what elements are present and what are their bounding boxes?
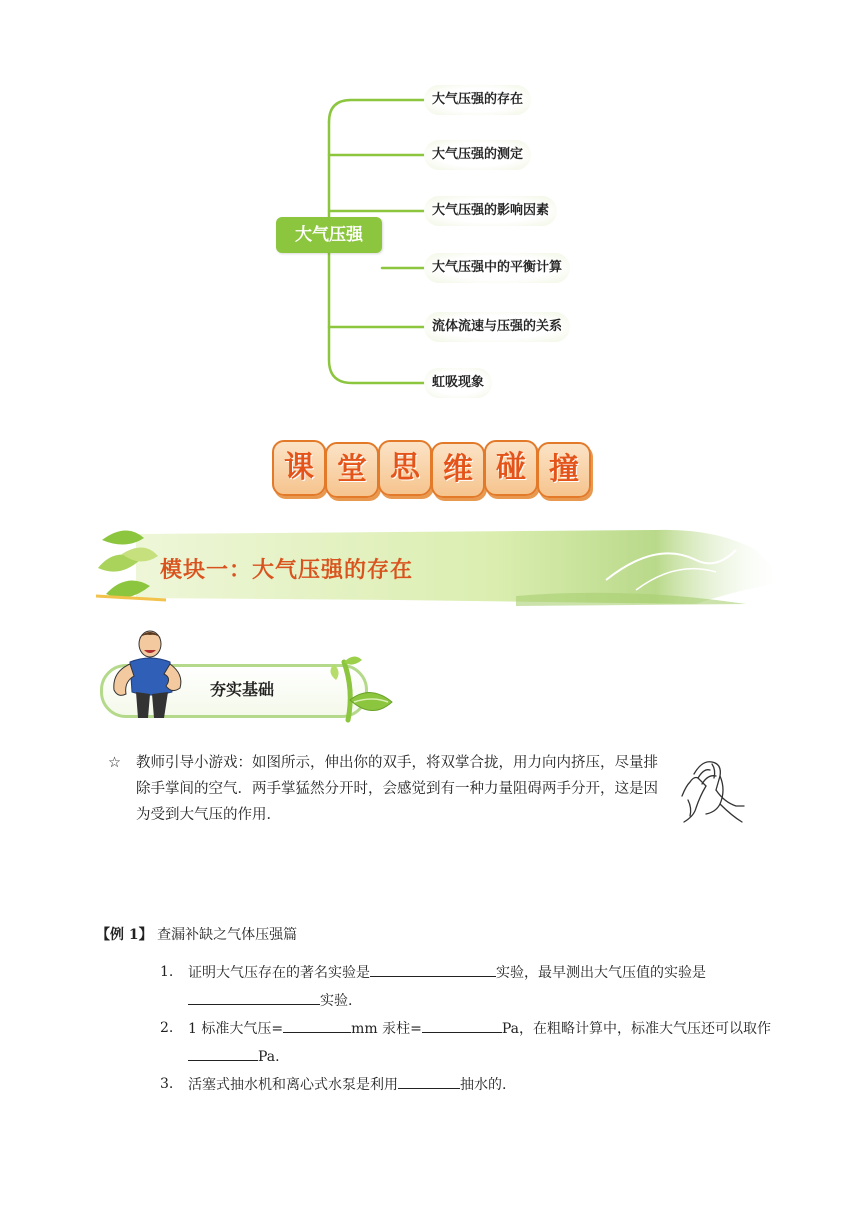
banner-title: [272, 440, 588, 500]
answer-blank[interactable]: [370, 959, 496, 977]
banner-tile: 思: [378, 440, 432, 496]
intro-paragraph: [108, 750, 668, 828]
question-text: 活塞式抽水机和离心式水泵是利用: [188, 1077, 398, 1093]
question-text: Pa，在粗略计算中，标准大气压还可以取作: [501, 1021, 771, 1037]
mind-map-node-existence: 大气压强的存在: [424, 85, 531, 115]
mind-map-node-fluid: 流体流速与压强的关系: [424, 312, 570, 342]
question-2: [160, 1015, 780, 1071]
banner-tile: 碰: [484, 440, 538, 496]
question-list: [160, 959, 780, 1099]
intro-text: 教师引导小游戏：如图所示，伸出你的双手，将双掌合拢，用力向内挤压，尽量排除手掌间的空气．两手掌猛然分开时，会感觉到有一种力量阻碍两手分开，这是因为受到大气压的作用．: [136, 755, 658, 823]
pressed-hands-illustration: [676, 756, 746, 828]
question-1: [160, 959, 780, 1015]
question-text: 抽水的.: [460, 1077, 507, 1093]
question-text: 证明大气压存在的著名实验是: [188, 965, 370, 981]
answer-blank[interactable]: [188, 1043, 258, 1061]
question-number: 1.: [160, 964, 174, 980]
mind-map-node-factors: 大气压强的影响因素: [424, 196, 557, 226]
example-label: 【例 1】: [96, 927, 153, 943]
banner-tile: 维: [431, 442, 485, 498]
question-text: 实验，最早测出大气压值的实验是: [496, 965, 706, 981]
section-header: [96, 628, 396, 724]
module-title: 模块一：大气压强的存在: [160, 558, 414, 583]
answer-blank[interactable]: [283, 1015, 351, 1033]
answer-blank[interactable]: [422, 1015, 502, 1033]
mind-map-node-siphon: 虹吸现象: [424, 368, 492, 398]
mind-map: [0, 0, 860, 400]
question-number: 2.: [160, 1020, 174, 1036]
strongman-illustration: [102, 628, 192, 724]
question-text: mm 汞柱=: [351, 1021, 422, 1037]
question-text: 1 标准大气压=: [188, 1021, 284, 1037]
answer-blank[interactable]: [398, 1071, 460, 1089]
example-title: 查漏补缺之气体压强篇: [157, 927, 298, 943]
question-text: 实验.: [320, 993, 353, 1009]
banner-tile: 撞: [537, 442, 591, 498]
mind-map-root: 大气压强: [276, 217, 382, 253]
star-icon: ☆: [108, 755, 121, 771]
question-text: Pa.: [258, 1049, 280, 1065]
mind-map-node-balance: 大气压强中的平衡计算: [424, 253, 570, 283]
module-header: [96, 520, 786, 610]
answer-blank[interactable]: [188, 987, 320, 1005]
mind-map-node-measurement: 大气压强的测定: [424, 140, 531, 170]
sprout-icon: [326, 650, 396, 726]
banner-tile: 堂: [325, 442, 379, 498]
section-title: 夯实基础: [210, 680, 275, 699]
example-heading: [96, 924, 297, 944]
question-number: 3.: [160, 1076, 174, 1092]
question-3: [160, 1071, 780, 1099]
banner-tile: 课: [272, 440, 326, 496]
